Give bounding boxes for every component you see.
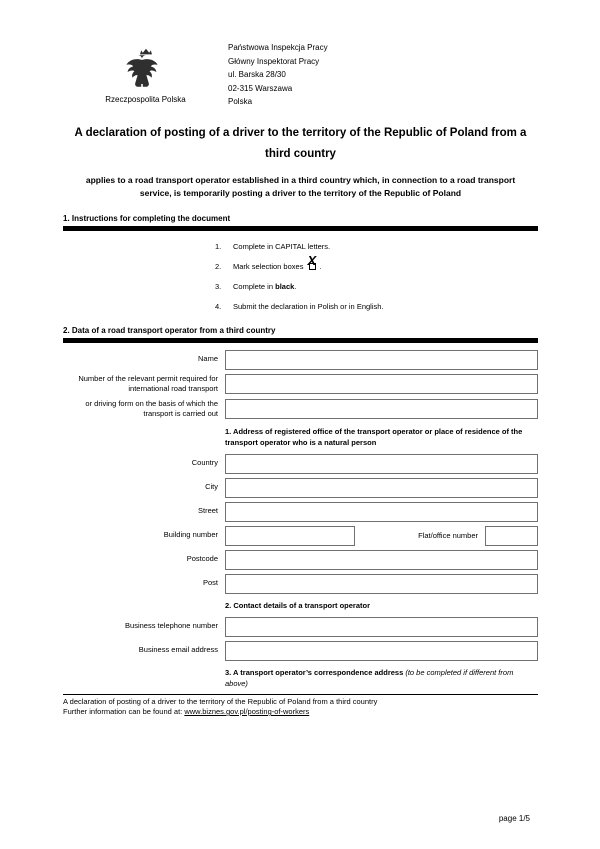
polish-eagle-icon [126, 46, 166, 90]
instruction-text: Submit the declaration in Polish or in English. [233, 301, 384, 311]
correspondence-heading-text: 3. A transport operator’s correspondence address [225, 667, 404, 677]
form-row-email [63, 641, 538, 661]
document-subtitle: applies to a road transport operator established in a third country which, in connection to a road transport service, is temporarily posting a driver to the territory of the Republic of Poland [85, 174, 516, 198]
instruction-text: . [319, 261, 322, 271]
footer-line-1: A declaration of posting of a driver to the territory of the Republic of Poland from a third country [63, 696, 378, 706]
contact-subheading: 2. Contact details of a transport operator [225, 600, 371, 610]
form-row-driving-form [63, 399, 538, 420]
instruction-text: Complete in CAPITAL letters. [233, 241, 331, 251]
driving-form-label: or driving form on the basis of which the transport is carried out [85, 398, 218, 418]
flat-office-number-label: Flat/office number [418, 531, 478, 540]
letterhead [63, 40, 538, 109]
postcode-label: Postcode [186, 554, 218, 564]
footer [63, 697, 538, 718]
footer-line-2: Further information can be found at: www.biznes.gov.pl/posting-of-workers [63, 707, 310, 716]
section-divider-bar [63, 338, 538, 343]
postcode-input[interactable] [225, 550, 538, 570]
issuer-line: ul. Barska 28/30 [228, 70, 286, 79]
form-row-building-flat [63, 526, 538, 546]
city-label: City [205, 482, 218, 492]
flat-office-number-input[interactable] [485, 526, 538, 546]
selection-checkbox-icon [307, 253, 317, 270]
x-mark-icon: X [307, 253, 317, 268]
page-number: page 1/5 [498, 814, 530, 823]
info-link[interactable]: www.biznes.gov.pl/posting-of-workers [184, 707, 310, 716]
form-row-city [63, 478, 538, 498]
instruction-item-2 [215, 253, 538, 272]
correspondence-subheading [225, 667, 538, 689]
driving-form-input[interactable] [225, 399, 538, 419]
city-input[interactable] [225, 478, 538, 498]
instructions-list [215, 242, 538, 312]
issuer-address [228, 40, 328, 109]
building-number-label: Building number [163, 530, 218, 540]
business-phone-label: Business telephone number [125, 621, 218, 631]
street-input[interactable] [225, 502, 538, 522]
emblem-block [63, 40, 228, 104]
form-row-country [63, 454, 538, 474]
instruction-item-1 [215, 242, 538, 252]
correspondence-note: (to be completed if different from above) [225, 667, 514, 688]
street-label: Street [197, 506, 218, 516]
post-label: Post [202, 578, 218, 588]
country-label: Rzeczpospolita Polska [105, 95, 186, 104]
building-number-input[interactable] [225, 526, 355, 546]
country-input[interactable] [225, 454, 538, 474]
form-row-permit [63, 374, 538, 395]
instruction-number: 1. [215, 242, 222, 251]
instruction-number: 3. [215, 282, 222, 291]
business-email-input[interactable] [225, 641, 538, 661]
form-row-phone [63, 617, 538, 637]
instruction-number: 4. [215, 302, 222, 311]
form-row-post [63, 574, 538, 594]
issuer-line: Polska [228, 97, 253, 106]
form-row-name [63, 350, 538, 370]
black-emphasis: black [275, 281, 295, 291]
business-phone-input[interactable] [225, 617, 538, 637]
permit-number-input[interactable] [225, 374, 538, 394]
instruction-item-4 [215, 302, 538, 312]
issuer-line: Państwowa Inspekcja Pracy [228, 43, 328, 52]
form-row-street [63, 502, 538, 522]
address-subheading: 1. Address of registered office of the transport operator or place of residence of the transport operator who is a natural person [225, 426, 523, 447]
issuer-line: 02-315 Warszawa [228, 83, 293, 93]
instruction-number: 2. [215, 262, 222, 271]
operator-section-heading: 2. Data of a road transport operator from a third country [63, 325, 276, 335]
country-field-label: Country [191, 458, 218, 468]
footer-divider [63, 694, 538, 695]
document-title: A declaration of posting of a driver to the territory of the Republic of Poland from a third country [74, 126, 527, 160]
instruction-item-3 [215, 282, 538, 292]
business-email-label: Business email address [138, 645, 218, 655]
form-row-postcode [63, 550, 538, 570]
instructions-heading: 1. Instructions for completing the document [63, 213, 231, 223]
permit-label: Number of the relevant permit required for international road transport [78, 373, 218, 393]
operator-form [63, 350, 538, 689]
instruction-text: Complete in black. [233, 281, 297, 291]
issuer-line: Główny Inspektorat Pracy [228, 56, 320, 66]
name-label: Name [197, 354, 218, 364]
post-input[interactable] [225, 574, 538, 594]
instruction-text: Mark selection boxes [233, 261, 304, 271]
section-divider-bar [63, 226, 538, 231]
name-input[interactable] [225, 350, 538, 370]
